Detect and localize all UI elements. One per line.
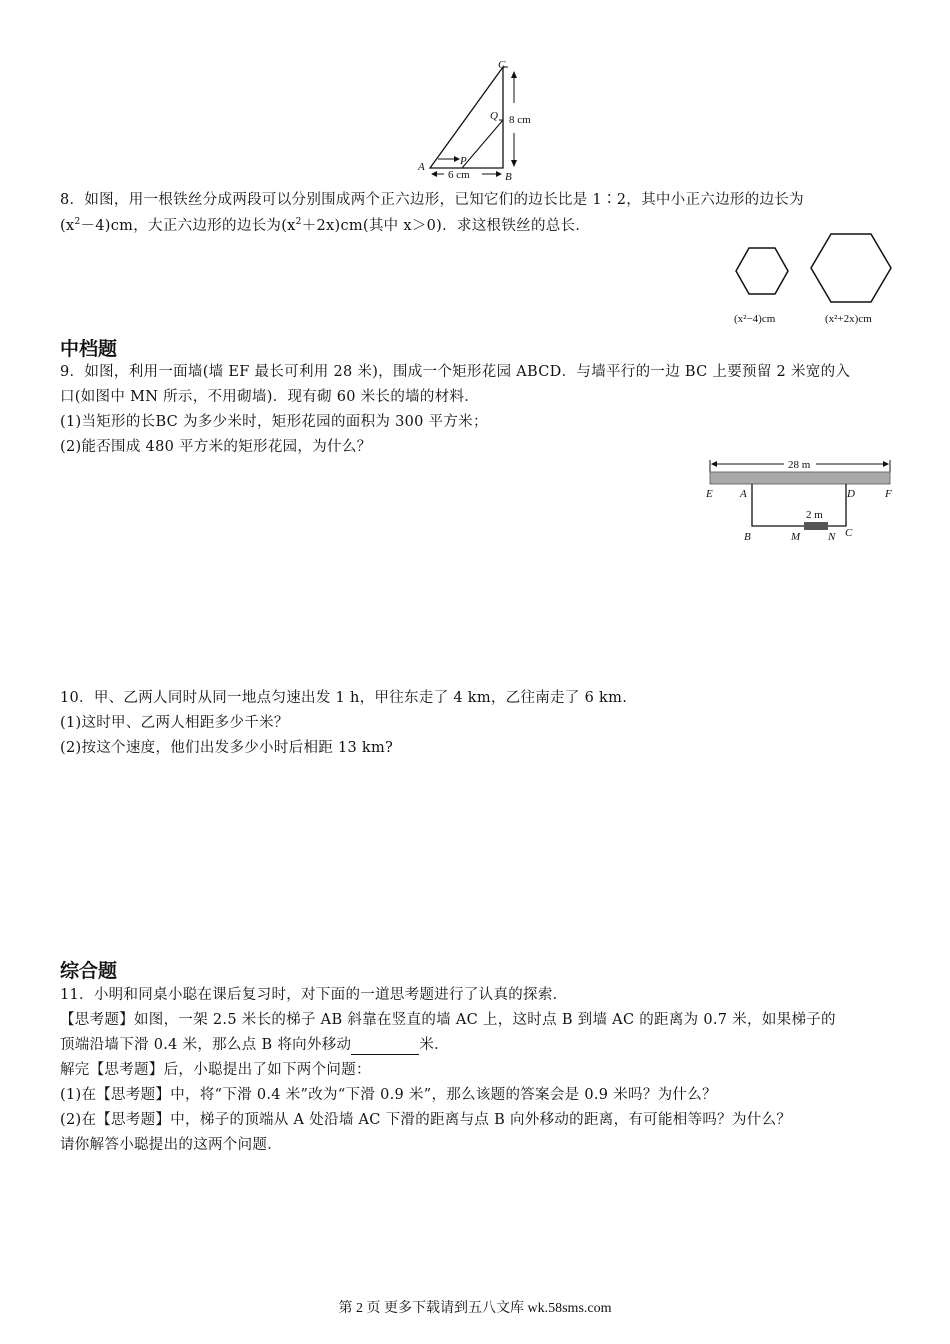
q10-line3: (2)按这个速度，他们出发多少小时后相距 13 km? — [60, 740, 394, 756]
page-footer: 第 2 页 更多下载请到五八文库 wk.58sms.com — [338, 1301, 612, 1316]
answer-blank — [351, 1040, 419, 1055]
label-D: D — [847, 488, 855, 500]
q9-line1: 9．如图，利用一面墙(墙 EF 最长可利用 28 米)，围成一个矩形花园 ABCD．与墙平行的一边 BC 上要预留 2 米宽的入 — [60, 364, 851, 380]
label-B: B — [505, 171, 512, 183]
label-C: C — [845, 527, 853, 539]
label-P: P — [460, 155, 467, 167]
label-Q: Q — [490, 110, 498, 122]
section-heading-mid: 中档题 — [60, 338, 118, 360]
large-hexagon — [811, 234, 891, 302]
label-C: C — [498, 59, 506, 71]
small-hexagon-label: (x²−4)cm — [734, 313, 776, 325]
section-heading-comprehensive: 综合题 — [60, 960, 118, 982]
entrance-MN — [804, 522, 828, 530]
garden-figure — [700, 452, 905, 547]
triangle-figure — [410, 58, 540, 183]
label-B: B — [744, 531, 751, 543]
label-A: A — [418, 161, 425, 173]
q8-line2: $(x^2-4)cm$，大正六边形的边长为$(x^2+2x)cm$(其中 x＞0)．求这根铁丝的总长． — [60, 217, 591, 234]
q11-line5: (1)在【思考题】中，将“下滑 0.4 米”改为“下滑 0.9 米”，那么该题的答案会是 0.9 米吗？为什么？ — [60, 1087, 717, 1103]
q9-line4: (2)能否围成 480 平方米的矩形花园，为什么？ — [60, 439, 372, 455]
label-E: E — [706, 488, 713, 500]
label-A: A — [740, 488, 747, 500]
q11-line1: 11．小明和同桌小聪在课后复习时，对下面的一道思考题进行了认真的探索． — [60, 987, 568, 1003]
wall-length-label: 28 m — [788, 459, 811, 471]
q11-line2: 【思考题】如图，一架 2.5 米长的梯子 AB 斜靠在竖直的墙 AC 上，这时点 B 到墙 AC 的距离为 0.7 米，如果梯子的 — [60, 1012, 836, 1028]
q9-line3: (1)当矩形的长BC 为多少米时，矩形花园的面积为 300 平方米； — [60, 414, 488, 430]
label-8cm: 8 cm — [509, 114, 531, 126]
large-hexagon-label: (x²+2x)cm — [825, 313, 872, 325]
q11-line7: 请你解答小聪提出的这两个问题． — [60, 1137, 282, 1153]
gap-label: 2 m — [806, 509, 823, 521]
q10-line2: (1)这时甲、乙两人相距多少千米？ — [60, 715, 289, 731]
label-6cm: 6 cm — [448, 169, 470, 181]
wall-EF — [710, 472, 890, 484]
q9-line2: 口(如图中 MN 所示，不用砌墙)．现有砌 60 米长的墙的材料． — [60, 389, 480, 405]
q8-line1: 8．如图，用一根铁丝分成两段可以分别围成两个正六边形，已知它们的边长比是 1∶2，其中小正六边形的边长为 — [60, 192, 804, 208]
label-N: N — [828, 531, 836, 543]
label-M: M — [791, 531, 801, 543]
q11-line6: (2)在【思考题】中，梯子的顶端从 A 处沿墙 AC 下滑的距离与点 B 向外移动的距离，有可能相等吗？为什么？ — [60, 1112, 792, 1128]
q10-line1: 10．甲、乙两人同时从同一地点匀速出发 1 h，甲往东走了 4 km，乙往南走了 6 km. — [60, 690, 628, 706]
q11-line3: 顶端沿墙下滑 0.4 米，那么点 B 将向外移动 米． — [60, 1037, 449, 1053]
small-hexagon — [736, 248, 788, 294]
q11-line4: 解完【思考题】后，小聪提出了如下两个问题： — [60, 1062, 371, 1078]
label-F: F — [885, 488, 892, 500]
hexagons-figure — [725, 230, 905, 330]
